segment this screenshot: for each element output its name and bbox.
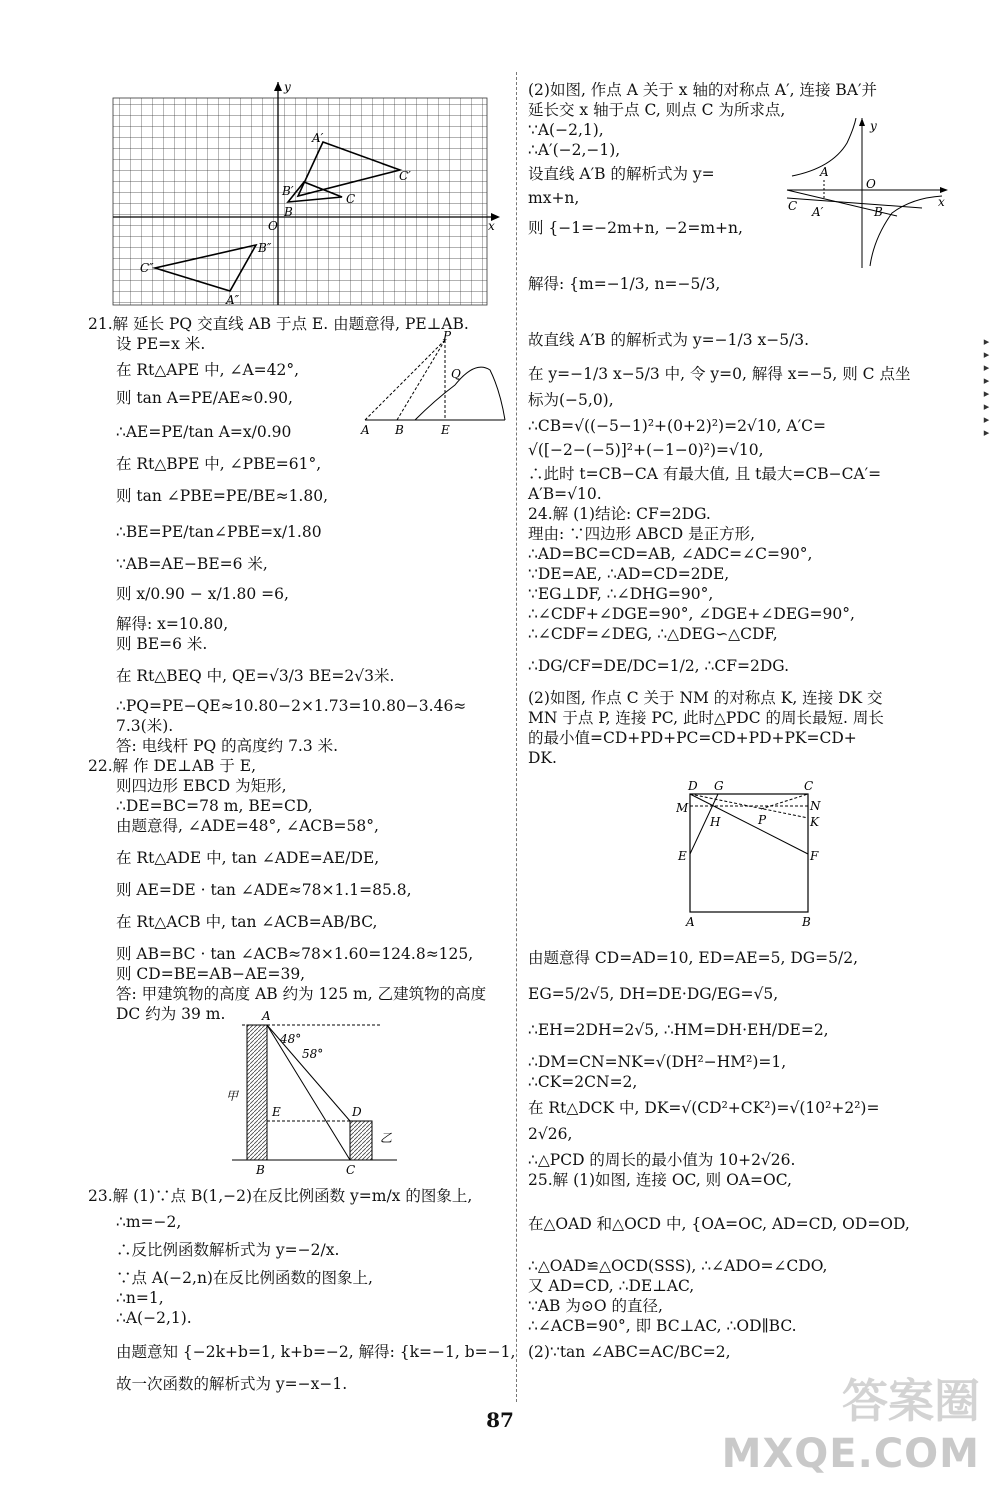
text-line: ∵EG⊥DF, ∴∠DHG=90°,: [528, 585, 714, 603]
text-line: ∴BE=PE/tan∠PBE=x/1.80: [116, 523, 322, 541]
text-line: ∴DG/CF=DE/DC=1/2, ∴CF=2DG.: [528, 657, 790, 675]
text-line: ∴∠CDF=∠DEG, ∴△DEG∽△CDF,: [528, 625, 778, 643]
fig21-label-A: A: [361, 423, 370, 437]
grid-label-B2: B″: [258, 241, 272, 255]
text-line: ∴此时 t=CB−CA 有最大值, 且 t最大=CB−CA′=: [528, 465, 882, 483]
grid-y-label: y: [284, 82, 291, 94]
text-line: ∵AB 为⊙O 的直径,: [528, 1297, 663, 1315]
text-line: 理由: ∵四边形 ABCD 是正方形,: [528, 525, 756, 543]
grid-label-C1: C′: [399, 169, 411, 183]
text-line: 25.解 (1)如图, 连接 OC, 则 OA=OC,: [528, 1171, 792, 1189]
fig24-label-A: A: [686, 915, 695, 929]
fig22-label-A: A: [262, 1009, 271, 1023]
text-line: ∴A′(−2,−1),: [528, 141, 621, 159]
grid-label-C: C: [346, 192, 356, 206]
text-line: 答: 电线杆 PQ 的高度约 7.3 米.: [116, 737, 339, 755]
text-line: 延长交 x 轴于点 C, 则点 C 为所求点,: [528, 101, 786, 119]
text-line: 则四边形 EBCD 为矩形,: [116, 777, 287, 795]
text-line: 答: 甲建筑物的高度 AB 约为 125 m, 乙建筑物的高度: [116, 985, 487, 1003]
text-line: ∴∠CDF+∠DGE=90°, ∠DGE+∠DEG=90°,: [528, 605, 855, 623]
fig22-label-E: E: [272, 1105, 281, 1119]
left-column-b: [88, 1186, 516, 1394]
text-line: 的最小值=CD+PD+PC=CD+PD+PK=CD+: [528, 729, 857, 747]
fig21-label-B: B: [395, 423, 404, 437]
fig22-label-D: D: [352, 1105, 362, 1119]
text-line: 在 Rt△ACB 中, tan ∠ACB=AB/BC,: [116, 913, 378, 931]
text-line: 在 Rt△BPE 中, ∠PBE=61°,: [116, 455, 322, 473]
fig24-label-B: B: [802, 915, 811, 929]
text-line: 则 tan ∠PBE=PE/BE≈1.80,: [116, 487, 329, 505]
watermark-site: MXQE.COM: [721, 1431, 980, 1477]
text-line: 又 AD=CD, ∴DE⊥AC,: [528, 1277, 695, 1295]
text-line: 则 x/0.90 − x/1.80 =6,: [116, 585, 289, 603]
text-line: 故一次函数的解析式为 y=−x−1.: [116, 1375, 348, 1393]
text-line: ∴∠ACB=90°, 即 BC⊥AC, ∴OD∥BC.: [528, 1317, 797, 1335]
text-line: EG=5/2√5, DH=DE·DG/EG=√5,: [528, 985, 779, 1003]
text-line: 则 {−1=−2m+n, −2=m+n,: [528, 219, 743, 237]
text-line: ∴AE=PE/tan A=x/0.90: [116, 423, 292, 441]
text-line: 24.解 (1)结论: CF=2DG.: [528, 505, 711, 523]
fig24-label-M: M: [676, 801, 689, 815]
text-line: 在 Rt△APE 中, ∠A=42°,: [116, 361, 300, 379]
fig22-label-C: C: [346, 1163, 356, 1176]
text-line: 22.解 作 DE⊥AB 于 E,: [88, 757, 257, 775]
text-line: 由题意得, ∠ADE=48°, ∠ACB=58°,: [116, 817, 379, 835]
text-line: 设 PE=x 米.: [116, 335, 206, 353]
fig24-label-K: K: [810, 815, 819, 829]
figure-22-buildings: [222, 1008, 412, 1176]
coordinate-grid-figure: [108, 82, 503, 307]
text-line: ∴m=−2,: [116, 1213, 182, 1231]
grid-label-B1: B′: [282, 184, 294, 198]
fig24-label-H: H: [710, 815, 721, 829]
text-line: 由题意得 CD=AD=10, ED=AE=5, DG=5/2,: [528, 949, 858, 967]
fig24-label-C: C: [804, 780, 814, 793]
fig23-label-C: C: [788, 199, 798, 213]
text-line: ∴△OAD≌△OCD(SSS), ∴∠ADO=∠CDO,: [528, 1257, 828, 1275]
text-line: ∵DE=AE, ∴AD=CD=2DE,: [528, 565, 730, 583]
text-line: 在 Rt△BEQ 中, QE=√3/3 BE=2√3米.: [116, 667, 395, 685]
text-line: ∴DM=CN=NK=√(DH²−HM²)=1,: [528, 1053, 787, 1071]
text-line: 在 y=−1/3 x−5/3 中, 令 y=0, 解得 x=−5, 则 C 点坐: [528, 365, 911, 383]
fig24-label-E: E: [678, 849, 687, 863]
text-line: 7.3(米).: [116, 717, 174, 735]
grid-label-C2: C″: [140, 261, 154, 275]
fig22-label-jia: 甲: [226, 1089, 239, 1103]
text-line: 则 AB=BC · tan ∠ACB≈78×1.60=124.8≈125,: [116, 945, 474, 963]
text-line: DK.: [528, 749, 557, 767]
fig24-label-D: D: [688, 780, 698, 793]
figure-23-hyperbola: [782, 118, 952, 273]
fig24-label-F: F: [810, 849, 819, 863]
text-line: ∵点 A(−2,n)在反比例函数的图象上,: [116, 1269, 373, 1287]
grid-label-O: O: [268, 219, 278, 233]
text-line: ∴DE=BC=78 m, BE=CD,: [116, 797, 313, 815]
text-line: ∵A(−2,1),: [528, 121, 604, 139]
text-line: A′B=√10.: [528, 485, 602, 503]
text-line: 则 AE=DE · tan ∠ADE≈78×1.1=85.8,: [116, 881, 412, 899]
watermark-logo: 答案圈: [842, 1374, 980, 1428]
text-line: ∵AB=AE−BE=6 米,: [116, 555, 268, 573]
text-line: (2)∵tan ∠ABC=AC/BC=2,: [528, 1343, 731, 1361]
text-line: 解得: x=10.80,: [116, 615, 229, 633]
text-line: √([−2−(−5)]²+(−1−0)²)=√10,: [528, 441, 764, 459]
fig21-label-P: P: [443, 330, 452, 343]
watermark: [722, 1365, 980, 1477]
text-line: 在 Rt△ADE 中, tan ∠ADE=AE/DE,: [116, 849, 380, 867]
figure-24-square: [676, 780, 826, 930]
fig24-label-G: G: [714, 780, 724, 793]
text-line: (2)如图, 作点 A 关于 x 轴的对称点 A′, 连接 BA′并: [528, 81, 877, 99]
figure-21-pole: [355, 330, 515, 440]
text-line: 23.解 (1)∵点 B(1,−2)在反比例函数 y=m/x 的图象上,: [88, 1187, 473, 1205]
text-line: ∴CB=√((−5−1)²+(0+2)²)=2√10, A′C=: [528, 417, 826, 435]
text-line: 在 Rt△DCK 中, DK=√(CD²+CK²)=√(10²+2²)=: [528, 1099, 880, 1117]
grid-x-label: x: [488, 219, 495, 233]
fig22-angle-48: 48°: [280, 1032, 302, 1046]
fig23-label-B: B: [874, 205, 883, 219]
text-line: 21.解 延长 PQ 交直线 AB 于点 E. 由题意得, PE⊥AB.: [88, 315, 469, 333]
text-line: mx+n,: [528, 189, 580, 207]
text-line: 由题意知 {−2k+b=1, k+b=−2, 解得: {k=−1, b=−1,: [116, 1343, 516, 1361]
text-line: 标为(−5,0),: [528, 391, 614, 409]
text-line: 故直线 A′B 的解析式为 y=−1/3 x−5/3.: [528, 331, 810, 349]
grid-label-A2: A″: [226, 293, 240, 307]
fig22-label-B: B: [256, 1163, 265, 1176]
fig23-label-y: y: [870, 119, 877, 133]
fig23-label-A: A: [820, 165, 829, 179]
fig21-label-Q: Q: [451, 367, 461, 381]
text-line: (2)如图, 作点 C 关于 NM 的对称点 K, 连接 DK 交: [528, 689, 883, 707]
text-line: ∴AD=BC=CD=AB, ∠ADC=∠C=90°,: [528, 545, 813, 563]
text-line: ∴△PCD 的周长的最小值为 10+2√26.: [528, 1151, 796, 1169]
edge-tab-marks: ▸▸▸▸▸▸▸▸: [980, 335, 993, 439]
text-line: 则 CD=BE=AB−AE=39,: [116, 965, 306, 983]
text-line: 则 BE=6 米.: [116, 635, 208, 653]
text-line: 解得: {m=−1/3, n=−5/3,: [528, 275, 721, 293]
fig21-label-E: E: [441, 423, 450, 437]
text-line: ∴反比例函数解析式为 y=−2/x.: [116, 1241, 340, 1259]
fig23-label-A1: A′: [812, 205, 824, 219]
text-line: ∴PQ=PE−QE≈10.80−2×1.73=10.80−3.46≈: [116, 697, 467, 715]
fig24-label-N: N: [810, 799, 821, 813]
text-line: MN 于点 P, 连接 PC, 此时△PDC 的周长最短. 周长: [528, 709, 884, 727]
text-line: 在△OAD 和△OCD 中, {OA=OC, AD=CD, OD=OD,: [528, 1215, 910, 1233]
text-line: DC 约为 39 m.: [116, 1005, 226, 1023]
column-divider: [516, 72, 517, 1402]
text-line: 则 tan A=PE/AE≈0.90,: [116, 389, 293, 407]
fig23-label-O: O: [866, 177, 876, 191]
page-number: 87: [486, 1408, 514, 1432]
text-line: 2√26,: [528, 1125, 573, 1143]
grid-label-B: B: [284, 205, 293, 219]
text-line: ∴A(−2,1).: [116, 1309, 192, 1327]
grid-label-A1: A′: [312, 131, 324, 145]
text-line: ∴CK=2CN=2,: [528, 1073, 638, 1091]
right-column-b: [528, 948, 948, 1362]
text-line: ∴n=1,: [116, 1289, 164, 1307]
fig22-label-yi: 乙: [380, 1131, 393, 1145]
text-line: ∴EH=2DH=2√5, ∴HM=DH·EH/DE=2,: [528, 1021, 829, 1039]
fig22-angle-58: 58°: [302, 1047, 324, 1061]
text-line: 设直线 A′B 的解析式为 y=: [528, 165, 715, 183]
fig23-label-x: x: [938, 195, 945, 209]
fig24-label-P: P: [758, 813, 767, 827]
